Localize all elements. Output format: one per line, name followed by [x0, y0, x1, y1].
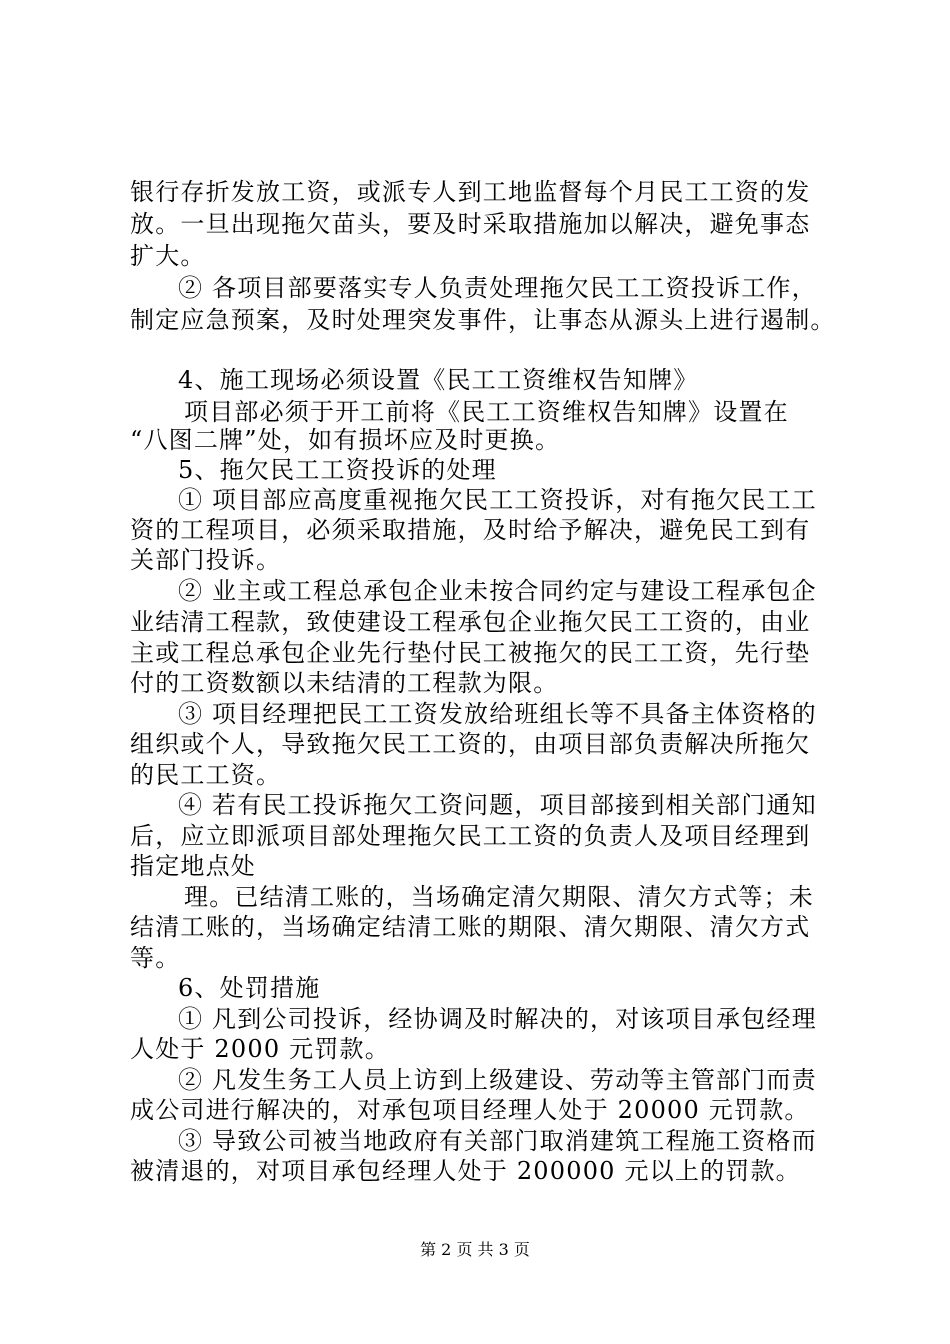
paragraph-line: ③ 导致公司被当地政府有关部门取消建筑工程施工资格而: [178, 1127, 817, 1155]
paragraph-line: ④ 若有民工投诉拖欠工资问题，项目部接到相关部门通知: [178, 791, 817, 819]
section-heading: 6、处罚措施: [178, 974, 321, 1002]
paragraph-line: ③ 项目经理把民工工资发放给班组长等不具备主体资格的: [178, 700, 817, 728]
paragraph-line: 组织或个人，导致拖欠民工工资的，由项目部负责解决所拖欠: [130, 730, 811, 758]
paragraph-line: ② 凡发生务工人员上访到上级建设、劳动等主管部门而责: [178, 1066, 817, 1094]
paragraph-line: ① 凡到公司投诉，经协调及时解决的，对该项目承包经理: [178, 1005, 817, 1033]
paragraph-line: ① 项目部应高度重视拖欠民工工资投诉，对有拖欠民工工: [178, 486, 817, 514]
paragraph-line: 等。: [130, 944, 181, 972]
section-heading: 4、施工现场必须设置《民工工资维权告知牌》: [178, 366, 699, 394]
paragraph-line: 项目部必须于开工前将《民工工资维权告知牌》设置在: [184, 398, 789, 426]
paragraph-line: 理。已结清工账的，当场确定清欠期限、清欠方式等；未: [184, 883, 814, 911]
section-heading: 5、拖欠民工工资投诉的处理: [178, 456, 497, 484]
paragraph-line: ② 业主或工程总承包企业未按合同约定与建设工程承包企: [178, 577, 817, 605]
paragraph-line: 被清退的，对项目承包经理人处于 200000 元以上的罚款。: [130, 1157, 801, 1185]
paragraph-line: 主或工程总承包企业先行垫付民工被拖欠的民工工资，先行垫: [130, 639, 811, 667]
paragraph-line: 付的工资数额以未结清的工程款为限。: [130, 669, 559, 697]
page-number-footer: 第 2 页 共 3 页: [420, 1240, 530, 1259]
paragraph-line: 人处于 2000 元罚款。: [130, 1035, 390, 1063]
paragraph-line: 资的工程项目，必须采取措施，及时给予解决，避免民工到有: [130, 516, 811, 544]
paragraph-line: 成公司进行解决的，对承包项目经理人处于 20000 元罚款。: [130, 1096, 810, 1124]
paragraph-line: 关部门投诉。: [130, 546, 282, 574]
paragraph-line: 的民工工资。: [130, 761, 282, 789]
paragraph-line: ② 各项目部要落实专人负责处理拖欠民工工资投诉工作，: [178, 274, 817, 302]
paragraph-line: 结清工账的，当场确定结清工账的期限、清欠期限、清欠方式: [130, 913, 811, 941]
paragraph-line: 扩大。: [130, 242, 206, 270]
paragraph-line: 指定地点处: [130, 852, 256, 880]
paragraph-line: 银行存折发放工资，或派专人到工地监督每个月民工工资的发: [130, 178, 811, 206]
paragraph-line: 后，应立即派项目部处理拖欠民工工资的负责人及项目经理到: [130, 822, 811, 850]
paragraph-line: 制定应急预案，及时处理突发事件，让事态从源头上进行遏制。: [130, 306, 836, 334]
paragraph-line: “八图二牌”处，如有损坏应及时更换。: [130, 426, 561, 454]
paragraph-line: 业结清工程款，致使建设工程承包企业拖欠民工工资的，由业: [130, 608, 811, 636]
paragraph-line: 放。一旦出现拖欠苗头，要及时采取措施加以解决，避免事态: [130, 210, 811, 238]
